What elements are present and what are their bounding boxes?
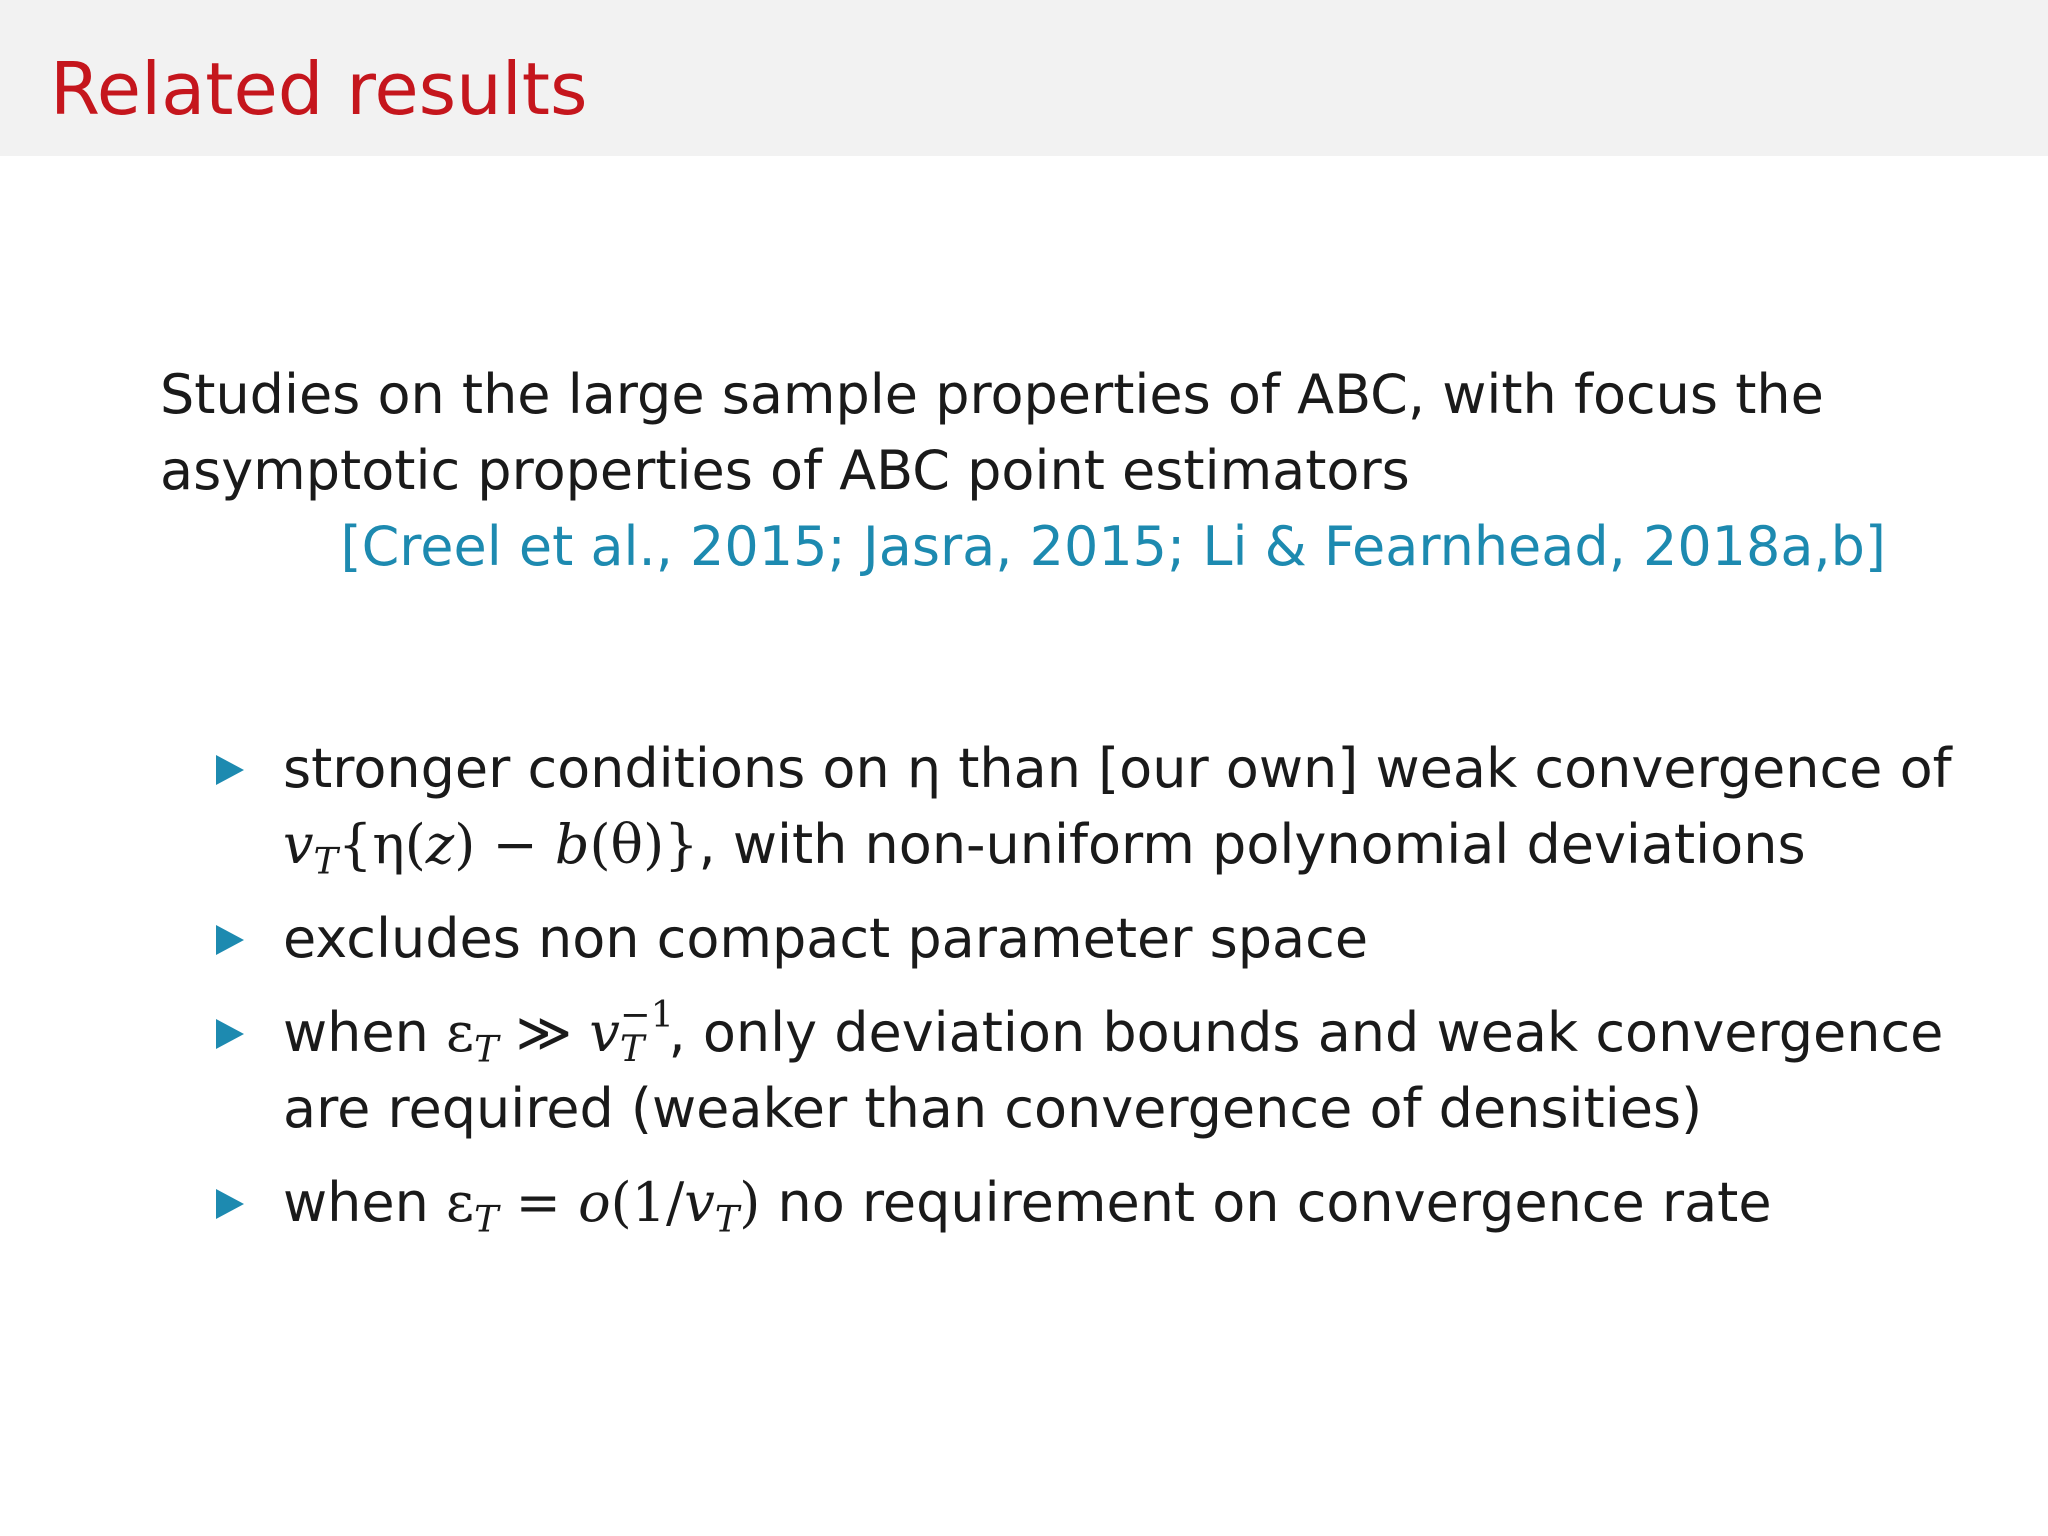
bullet-triangle-icon [216,925,244,955]
math-supsub [619,992,675,1070]
bullet-triangle-icon [216,1189,244,1219]
bullet-3-suffix: , only deviation bounds and weak convergence [668,1001,1944,1064]
bullet-1-line-2 [283,807,2048,883]
math-v: v [283,813,314,876]
intro-line-2: asymptotic properties of ABC point estimators [160,439,1410,502]
bullet-list [0,731,2048,1259]
bullet-3-prefix: when [283,1001,447,1064]
intro-paragraph [160,357,1900,509]
math-equals: = o(1/v [498,1171,715,1234]
math-sub-T: T [714,1197,740,1241]
bullet-1-line-2-text: , with non-uniform polynomial deviations [698,813,1806,876]
math-sub-T: T [619,1026,645,1070]
math-epsilon: ε [446,1171,474,1234]
bullet-4-line [283,1165,2048,1241]
math-v: v [589,1001,620,1064]
math-sub-T: T [474,1027,499,1071]
bullet-3-line-1 [283,992,2048,1071]
bullet-1-line-1: stronger conditions on η than [our own] weak convergence of [283,737,1952,800]
bullet-2-text: excludes non compact parameter space [283,907,1369,970]
bullet-3-line-2: are required (weaker than convergence of densities) [283,1077,1703,1140]
bullet-4-prefix: when [283,1171,447,1234]
bullet-item-noncompact [0,901,2048,977]
math-sub-T: T [474,1197,499,1241]
math-much-greater: ≫ [498,1001,590,1064]
bullet-item-deviation [0,992,2048,1147]
bullet-4-suffix: no requirement on convergence rate [760,1171,1772,1234]
bullet-triangle-icon [216,1019,244,1049]
bullet-item-conditions [0,731,2048,883]
math-sup-minus-one: −1 [619,992,675,1036]
math-sub-T: T [313,839,339,883]
math-expression: {η(z) − b(θ)} [338,813,699,876]
intro-line-1: Studies on the large sample properties of ABC, with focus the [160,363,1824,426]
math-close-paren: ) [739,1171,761,1234]
citation-link[interactable]: [Creel et al., 2015; Jasra, 2015; Li & Fearnhead, 2018a,b] [340,515,1886,578]
bullet-item-rate [0,1165,2048,1241]
math-epsilon: ε [446,1001,474,1064]
slide-title: Related results [50,47,588,131]
bullet-triangle-icon [216,755,244,785]
